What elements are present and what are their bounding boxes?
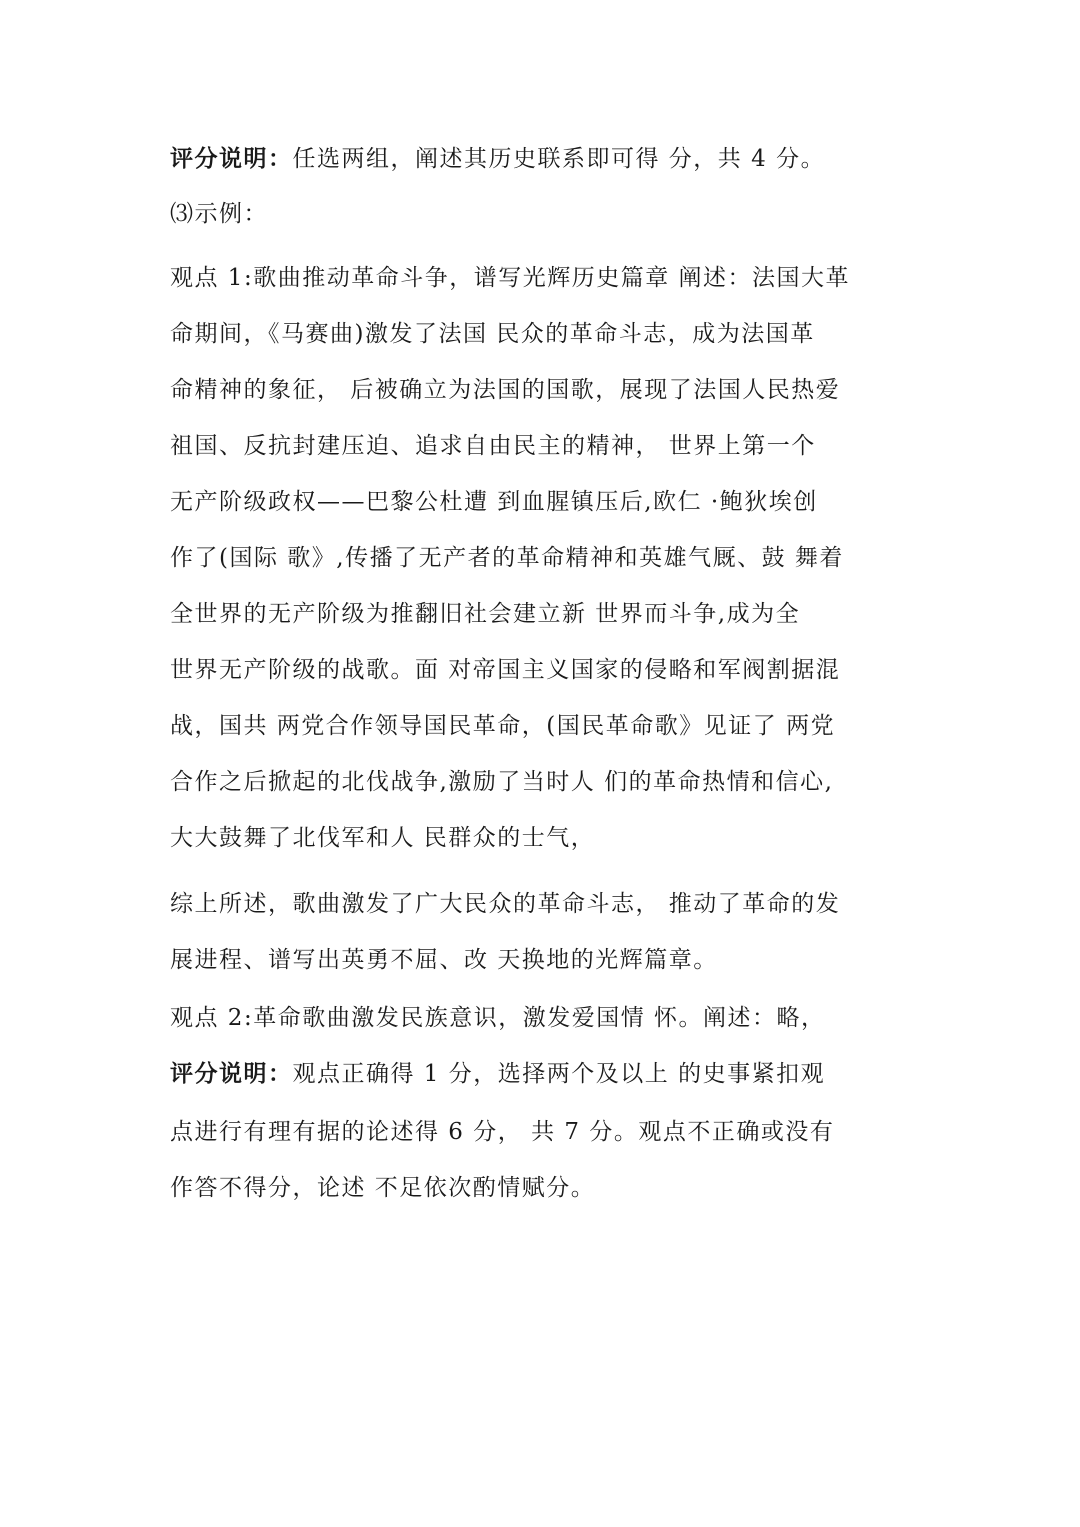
paragraph-line: 命期间，《马赛曲)激发了法国 民众的革命斗志，成为法国革 [170,321,815,347]
paragraph-line: 全世界的无产阶级为推翻旧社会建立新 世界而斗争,成为全 [170,601,801,627]
example-heading: ⑶示例： [170,201,268,227]
scoring-note-line-2 [170,1060,910,1088]
scoring-note-line [170,145,910,173]
summary-line: 综上所述，歌曲激发了广大民众的革命斗志， 推动了革命的发 [170,891,841,917]
scoring-note-label: 评分说明： [170,145,293,172]
viewpoint-two-line: 观点 2:革命歌曲激发民族意识，激发爱国情 怀。阐述：略， [170,1005,826,1031]
scoring-note-continuation: 点进行有理有据的论述得 6 分， 共 7 分。观点不正确或没有 [170,1119,835,1145]
paragraph-line: 观点 1:歌曲推动革命斗争，谱写光辉历史篇章 阐述：法国大革 [170,265,851,291]
scoring-note-text: 任选两组，阐述其历史联系即可得 分，共 4 分。 [292,146,826,172]
paragraph-line: 世界无产阶级的战歌。面 对帝国主义国家的侵略和军阀割据混 [170,657,841,683]
paragraph-line: 无产阶级政权——巴黎公杜遭 到血腥镇压后,欧仁 ·鲍狄埃创 [170,489,818,515]
summary-line: 展进程、谱写出英勇不屈、改 天换地的光辉篇章。 [170,947,718,973]
paragraph-line: 战，国共 两党合作领导国民革命，(国民革命歌》见证了 两党 [170,713,836,739]
paragraph-line: 命精神的象征， 后被确立为法国的国歌，展现了法国人民热爱 [170,377,841,403]
scoring-note-label-2: 评分说明： [170,1060,293,1087]
paragraph-line: 祖国、反抗封建压迫、追求自由民主的精神， 世界上第一个 [170,433,816,459]
paragraph-line: 大大鼓舞了北伐军和人 民群众的士气， [170,825,596,851]
scoring-note-continuation: 作答不得分，论述 不足依次酌情赋分。 [170,1175,596,1201]
paragraph-line: 合作之后掀起的北伐战争,激励了当时人 们的革命热情和信心, [170,769,834,795]
paragraph-line: 作了(国际 歌》,传播了无产者的革命精神和英雄气厩、鼓 舞着 [170,545,844,571]
scoring-note-text-2: 观点正确得 1 分，选择两个及以上 的史事紧扣观 [292,1061,826,1087]
